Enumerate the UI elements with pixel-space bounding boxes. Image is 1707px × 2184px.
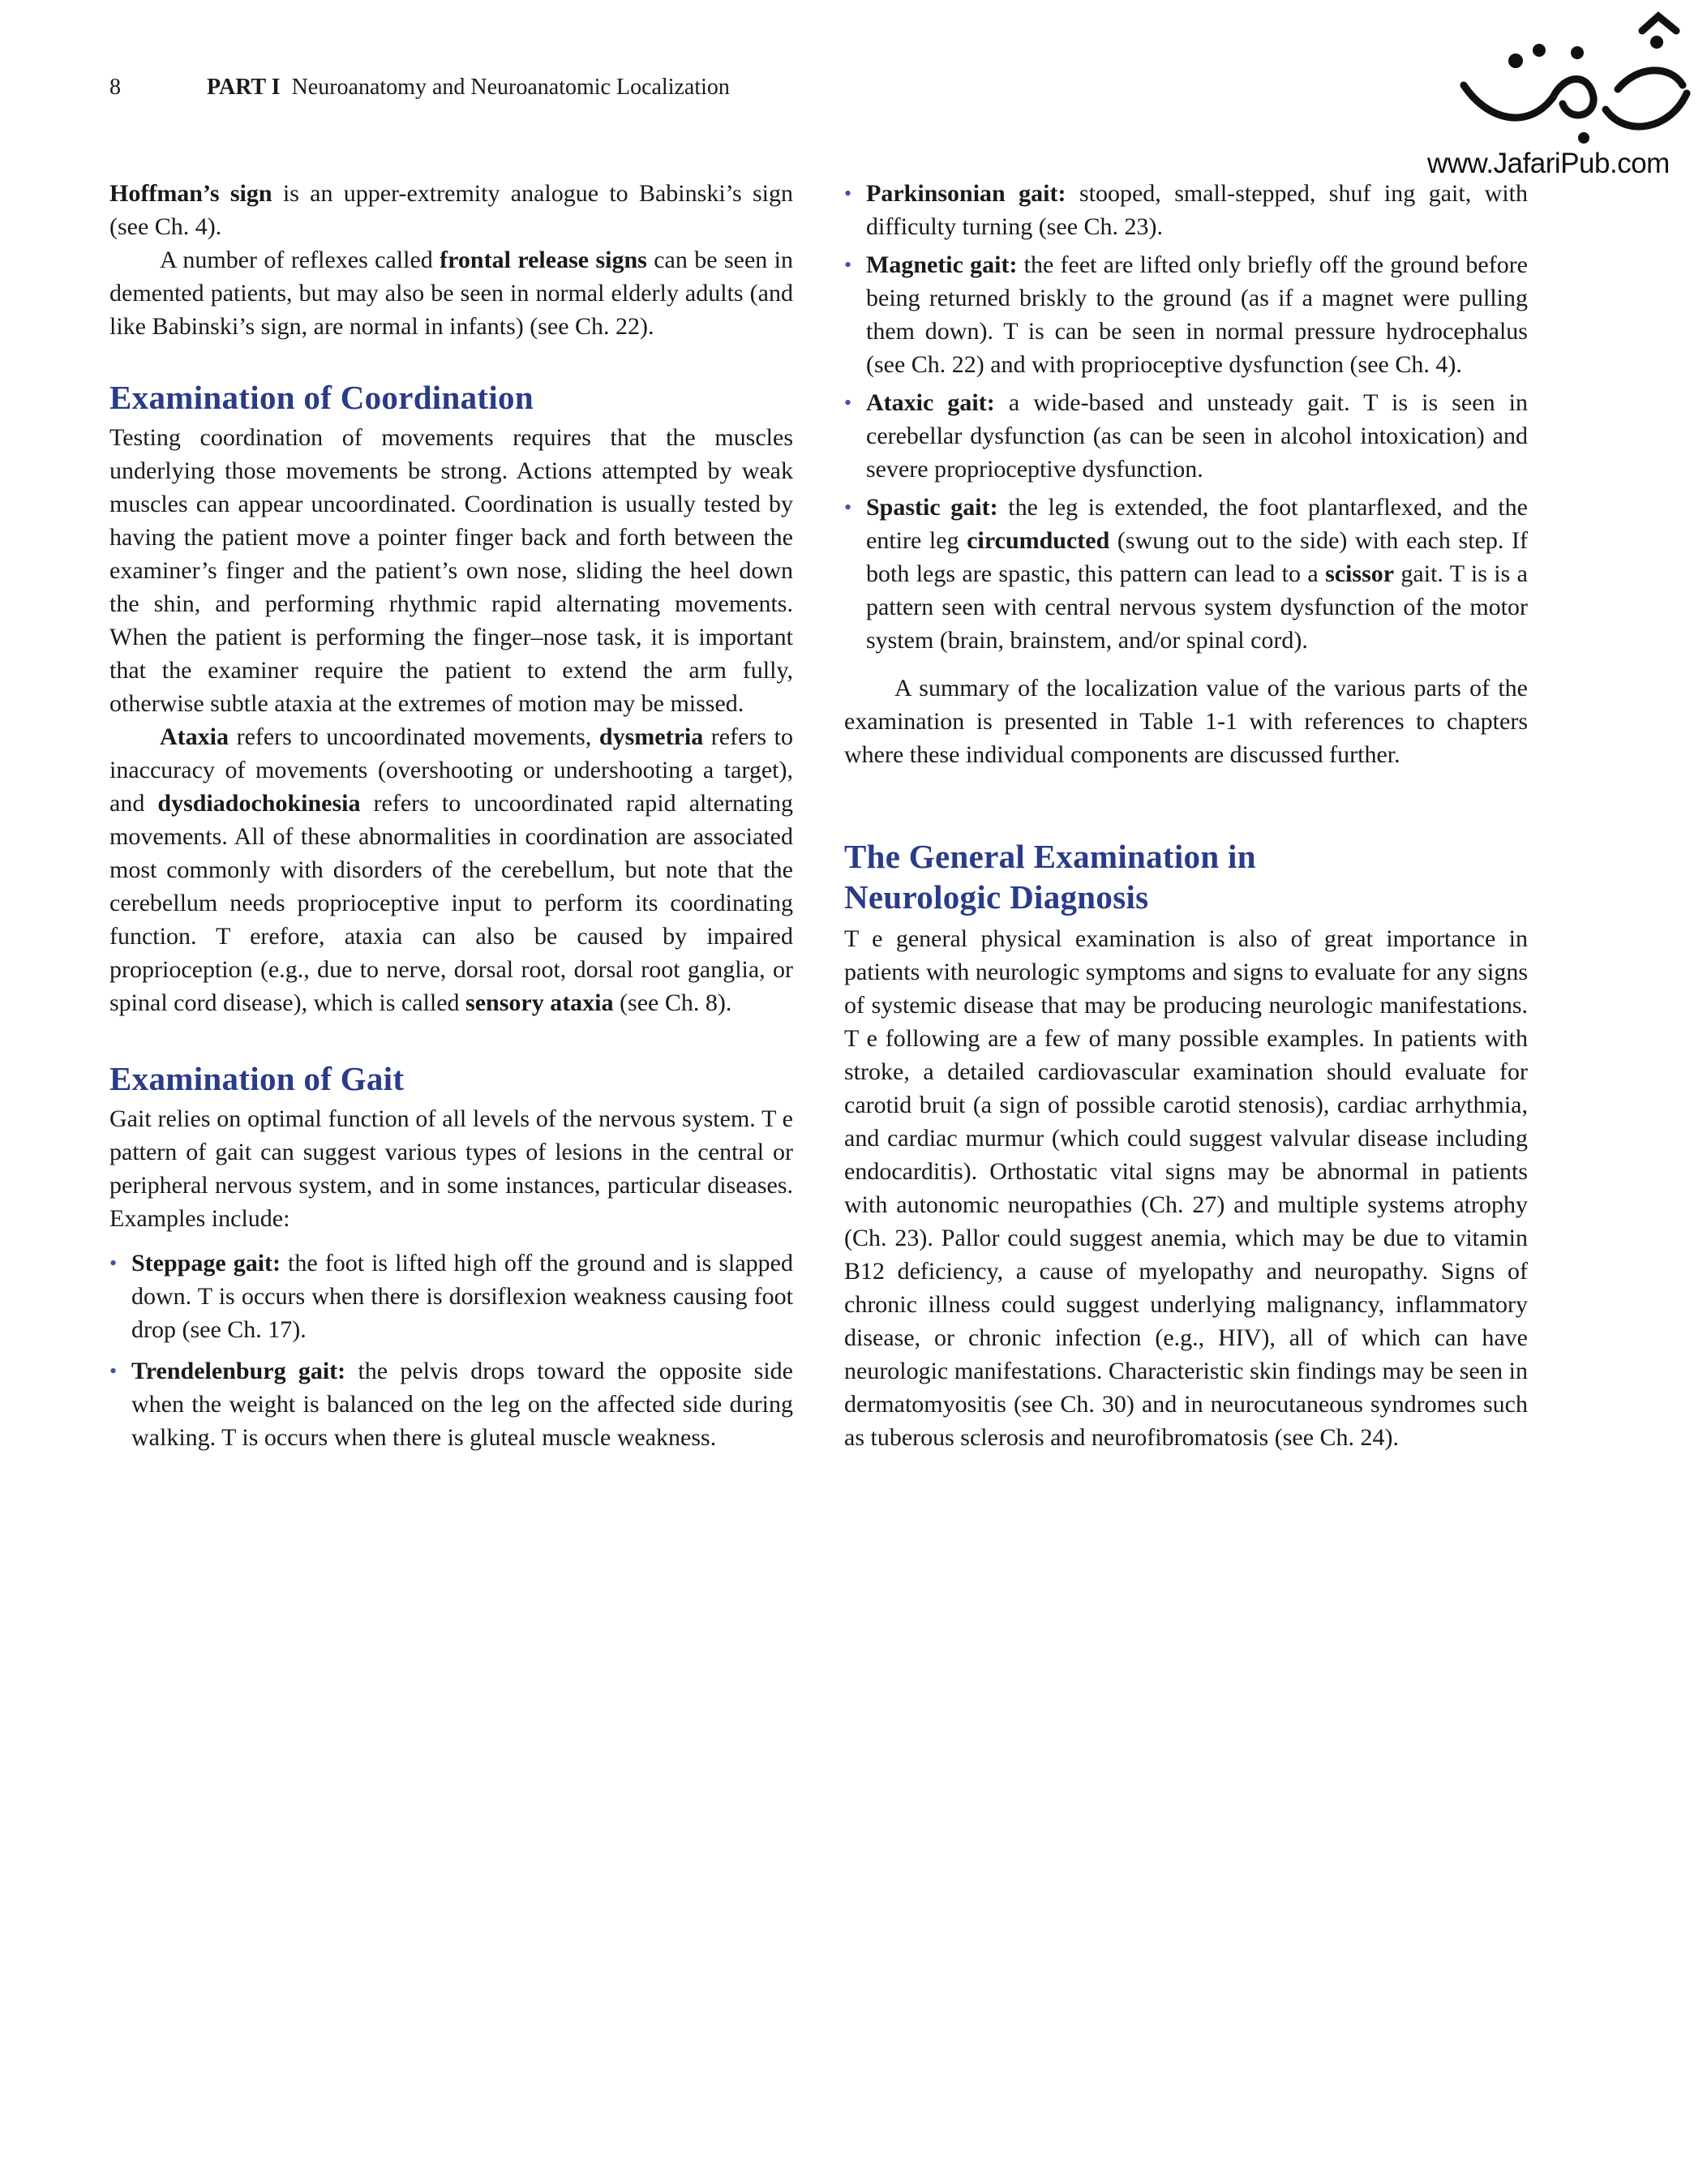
list-item: • Parkinsonian gait: stooped, small-stepped, shuf ing gait, with difficulty turning (see Ch. 23). (844, 177, 1528, 243)
bullet-icon: • (109, 1359, 118, 1383)
gait-list-left (109, 1246, 793, 1454)
publisher-logo (1427, 8, 1703, 182)
bullet-icon: • (844, 391, 852, 414)
part-title: Neuroanatomy and Neuroanatomic Localization (291, 75, 730, 100)
coordination-paragraph-1: Testing coordination of movements requires that the muscles underlying those movements be strong. Actions attempted by weak muscles can appear uncoordinated. Coordination is usually tested by having the patient move a pointer finger back and forth between the examiner’s finger and the patient’s own nose, sliding the heel down the shin, and performing rhythmic rapid alternating movements. When the patient is performing the finger–nose task, it is important that the examiner require the patient to extend the arm fully, otherwise subtle ataxia at the extremes of motion may be missed. (109, 424, 793, 717)
gait-heading: Examination of Gait (109, 1060, 405, 1097)
left-column (109, 177, 793, 1454)
gait-paragraph: Gait relies on optimal function of all levels of the nervous system. T e pattern of gait can suggest various types of lesions in the central or peripheral nervous system, and in some instances, particular diseases. Examples include: (109, 1105, 793, 1232)
list-item: • Steppage gait: the foot is lifted high off the ground and is slapped down. T is occurs when there is dorsiflexion weakness causing foot drop (see Ch. 17). (109, 1246, 793, 1346)
calligraphy-logo-icon (1456, 8, 1699, 146)
general-exam-heading: The General Examination in Neurologic Diagnosis (844, 838, 1256, 916)
coordination-heading: Examination of Coordination (109, 379, 534, 416)
list-item: • Spastic gait: the leg is extended, the foot plantarflexed, and the entire leg circumducted (swung out to the side) with each step. If both legs are spastic, this pattern can lead to a scissor gait. T is is a pattern seen with central nervous system dysfunction of the motor system (brain, brainstem, and/or spinal cord). (844, 491, 1528, 657)
list-item: • Trendelenburg gait: the pelvis drops toward the opposite side when the weight is balanced on the leg on the affected side during walking. T is occurs when there is gluteal muscle weakness. (109, 1354, 793, 1454)
bullet-icon: • (844, 182, 852, 205)
hoffman-term: Hoffman’s sign (109, 180, 272, 207)
hoffman-paragraph: Hoffman’s sign is an upper-extremity analogue to Babinski’s sign (see Ch. 4). (109, 180, 793, 240)
coordination-paragraph-2: Ataxia refers to uncoordinated movements, dysmetria refers to inaccuracy of movements (overshooting or undershooting a target), and dysdiadochokinesia refers to uncoordinated rapid alternating movements. All of these abnormalities in coordination are associated most commonly with disorders of the cerebellum, but note that the cerebellum needs proprioceptive input to perform its coordinating function. T erefore, ataxia can also be caused by impaired proprioception (e.g., due to nerve, dorsal root, dorsal root ganglia, or spinal cord disease), which is called sensory ataxia (see Ch. 8). (109, 723, 793, 1016)
general-exam-paragraph: T e general physical examination is also of great importance in patients with neurologic symptoms and signs to evaluate for any signs of systemic disease that may be producing neurologic manifestations. T e following are a few of many possible examples. In patients with stroke, a detailed cardiovascular examination should evaluate for carotid bruit (a sign of possible carotid stenosis), cardiac arrhythmia, and cardiac murmur (which could suggest valvular disease including endocarditis). Orthostatic vital signs may be abnormal in patients with autonomic neuropathies (Ch. 27) and multiple systems atrophy (Ch. 23). Pallor could suggest anemia, which may be due to vitamin B12 deficiency, a cause of myelopathy and neuropathy. Signs of chronic illness could suggest underlying malignancy, inflammatory disease, or chronic infection (e.g., HIV), all of which can have neurologic manifestations. Characteristic skin findings may be seen in dermatomyositis (see Ch. 30) and in neurocutaneous syndromes such as tuberous sclerosis and neurofibromatosis (see Ch. 24). (844, 925, 1528, 1451)
part-label: PART I (207, 75, 281, 100)
gait-list-right (844, 177, 1528, 657)
frontal-release-paragraph: A number of reflexes called frontal release signs can be seen in demented patients, but may also be seen in normal elderly adults (and like Babinski’s sign, are normal in infants) (see Ch. 22). (109, 247, 794, 340)
publisher-url: www.JafariPub.com (1427, 148, 1670, 179)
bullet-icon: • (844, 253, 852, 277)
frontal-release-term: frontal release signs (440, 247, 647, 273)
running-head (109, 75, 730, 101)
right-column (844, 177, 1528, 1454)
list-item: • Ataxic gait: a wide-based and unsteady gait. T is is seen in cerebellar dysfunction (as can be seen in alcohol intoxication) and severe proprioceptive dysfunction. (844, 386, 1528, 486)
page-number: 8 (109, 75, 121, 100)
bullet-icon: • (109, 1251, 118, 1275)
list-item: • Magnetic gait: the feet are lifted only briefly off the ground before being returned briskly to the ground (as if a magnet were pulling them down). T is can be seen in normal pressure hydrocephalus (see Ch. 22) and with proprioceptive dysfunction (see Ch. 4). (844, 248, 1528, 381)
bullet-icon: • (844, 496, 852, 519)
summary-paragraph: A summary of the localization value of the various parts of the examination is presented in Table 1-1 with references to chapters where these individual components are discussed further. (844, 675, 1528, 768)
